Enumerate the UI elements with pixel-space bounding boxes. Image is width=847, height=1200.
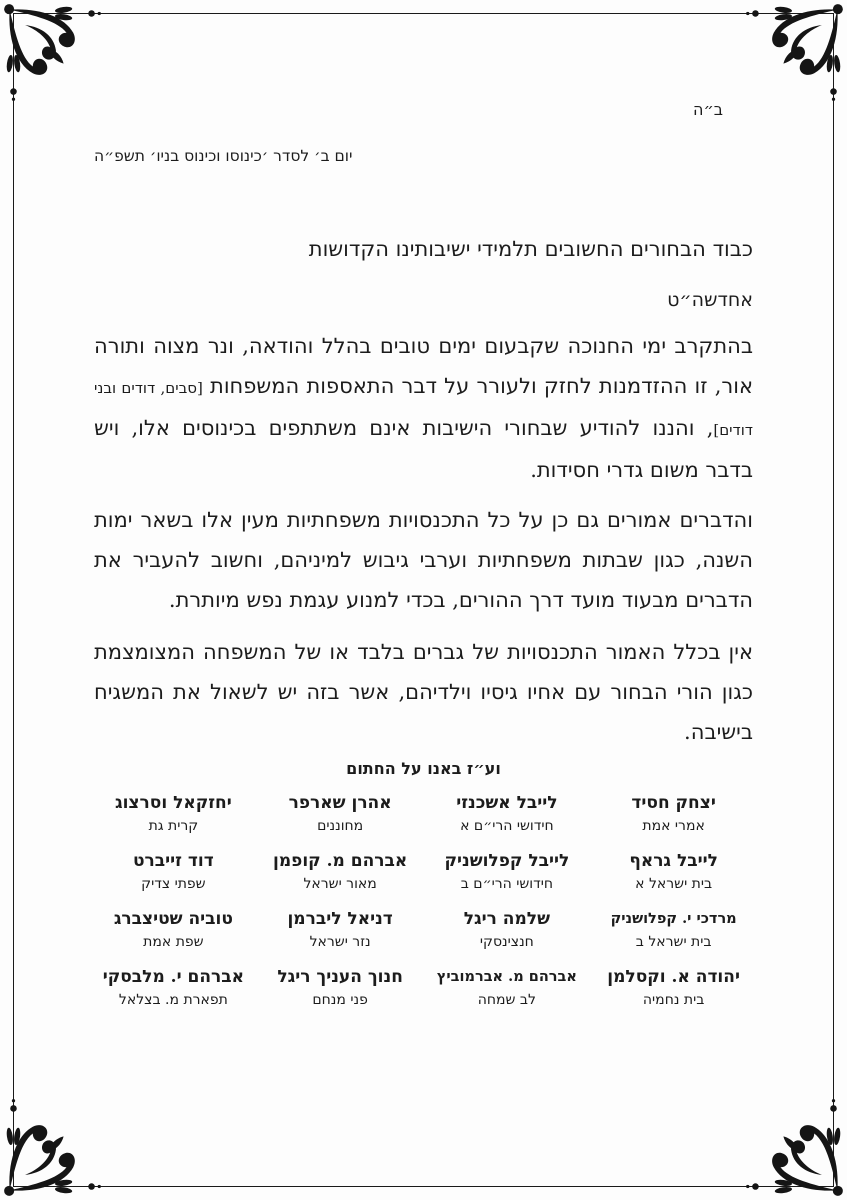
signature-block xyxy=(261,792,420,835)
signature-block xyxy=(428,850,587,893)
signer-yeshiva: נזר ישראל xyxy=(309,934,371,950)
signer-yeshiva: בית ישראל א xyxy=(635,876,713,892)
signature-block xyxy=(428,908,587,951)
signer-yeshiva: קרית גת xyxy=(148,818,199,834)
signature-block xyxy=(94,792,253,835)
signature-block xyxy=(428,792,587,835)
signer-name: יחזקאל וסרצוג xyxy=(115,793,232,813)
signer-yeshiva: חידושי הרי״ם א xyxy=(460,818,554,834)
paragraph-year-round-gatherings: והדברים אמורים גם כן על כל התכנסויות משפחתיות מעין אלו בשאר ימות השנה, כגון שבתות משפחתיות וערבי גיבוש למיניהם, וחשוב להעביר את הדברים מבעוד מועד דרך ההורים, בכדי למנוע עגמת נפש מיותרת. xyxy=(94,508,753,612)
signer-name: לייבל אשכנזי xyxy=(456,793,558,813)
signer-name: דוד זייברט xyxy=(133,851,214,871)
signatures-grid xyxy=(94,792,753,1009)
signature-block xyxy=(428,966,587,1009)
signer-yeshiva: שפת אמת xyxy=(143,934,204,950)
signer-yeshiva: לב שמחה xyxy=(477,992,536,1008)
signer-yeshiva: בית נחמיה xyxy=(642,992,705,1008)
signer-name: אהרן שארפר xyxy=(288,793,392,813)
signer-name: דניאל ליברמן xyxy=(287,909,393,929)
signer-name: מרדכי י. קפלושניק xyxy=(610,910,737,927)
paragraph-text: בהתקרב ימי החנוכה שקבעום ימים טובים בהלל והודאה, ונר מצוה ותורה אור, זו ההזדמנות לחזק ולעורר על דבר התאספות המשפחות xyxy=(94,334,753,398)
signer-yeshiva: שפתי צדיק xyxy=(141,876,206,892)
paragraph-text: , והננו להודיע שבחורי הישיבות אינם משתתפים בכינוסים אלו, ויש בדבר משום גדרי חסידות. xyxy=(94,416,753,482)
signer-yeshiva: מחוננים xyxy=(317,818,364,834)
greeting-abbreviation: אחדשה״ט xyxy=(667,289,753,311)
signer-name: יהודה א. וקסלמן xyxy=(607,967,740,987)
salutation-line: כבוד הבחורים החשובים תלמידי ישיבותינו הקדושות xyxy=(308,237,753,261)
signature-block xyxy=(261,908,420,951)
signer-yeshiva: בית ישראל ב xyxy=(635,934,712,950)
signatures-heading: וע״ז באנו על החתום xyxy=(346,759,501,778)
signer-name: אברהם מ. קופמן xyxy=(273,851,408,871)
bsd-header: ב״ה xyxy=(692,100,723,119)
signer-name: חנוך העניך ריגל xyxy=(277,967,403,987)
signature-block xyxy=(594,966,753,1009)
signer-name: אברהם מ. אברמוביץ xyxy=(436,968,577,985)
paragraph-chanukah-gatherings xyxy=(94,326,753,490)
paragraph-exclusions: אין בכלל האמור התכנסויות של גברים בלבד או של המשפחה המצומצמת כגון הורי הבחור עם אחיו גיסיו וילדיהם, אשר בזה יש לשאול את המשגיח בישיבה. xyxy=(94,640,753,744)
parenthetical-small-text: [סבים, דודים ובני דודים] xyxy=(94,379,753,439)
signature-block xyxy=(594,908,753,951)
signature-block xyxy=(94,966,253,1009)
signer-name: יצחק חסיד xyxy=(631,793,716,813)
signature-block xyxy=(594,792,753,835)
corner-ornament-bottom-left-icon xyxy=(0,1094,106,1200)
signer-name: לייבל גראף xyxy=(629,851,718,871)
signer-name: לייבל קפלושניק xyxy=(444,851,570,871)
signature-block xyxy=(261,850,420,893)
signer-yeshiva: פני מנחם xyxy=(312,992,368,1008)
signature-block xyxy=(261,966,420,1009)
signer-name: שלמה ריגל xyxy=(463,909,550,929)
signer-yeshiva: חידושי הרי״ם ב xyxy=(460,876,554,892)
signer-yeshiva: אמרי אמת xyxy=(642,818,705,834)
signer-yeshiva: מאור ישראל xyxy=(303,876,377,892)
signature-block xyxy=(94,908,253,951)
signature-block xyxy=(94,850,253,893)
signer-name: טוביה שטיצברג xyxy=(113,909,233,929)
signer-yeshiva: תפארת מ. בצלאל xyxy=(118,992,228,1008)
signer-name: אברהם י. מלבסקי xyxy=(102,967,245,987)
date-line: יום ב׳ לסדר ׳כינוסו וכינוס בניו׳ תשפ״ה xyxy=(94,147,353,165)
signer-yeshiva: חנצינסקי xyxy=(479,934,534,950)
signature-block xyxy=(594,850,753,893)
corner-ornament-bottom-right-icon xyxy=(741,1094,847,1200)
